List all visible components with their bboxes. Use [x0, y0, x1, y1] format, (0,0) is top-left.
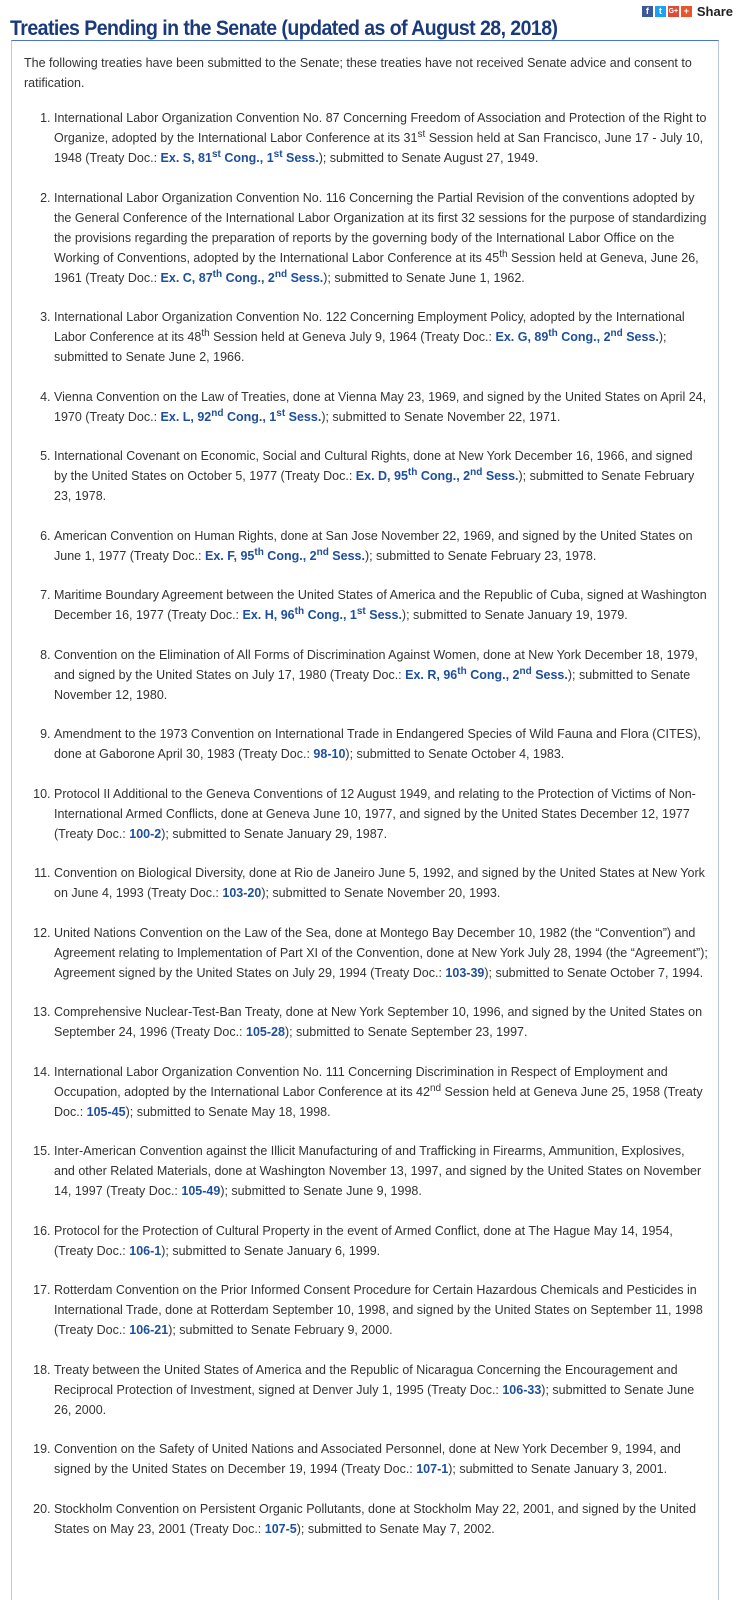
ordinal-suffix: st	[417, 128, 426, 140]
treaty-text: Protocol II Additional to the Geneva Conventions of 12 August 1949, and relating to the Protection of Victims of Non-International Armed Conflicts, done at Geneva June 10, 1977, and signed by the United States December 12, 1977 (Treaty Doc.:	[54, 786, 696, 841]
treaty-text: International Labor Organization Convention No. 122 Concerning Employment Policy, adopted by the International Labor Conference at its 48	[54, 310, 685, 344]
treaty-text: ); submitted to Senate February 23, 1978.	[54, 469, 695, 503]
treaty-item	[54, 1221, 708, 1261]
treaty-doc-link-sup[interactable]: nd	[610, 327, 623, 339]
treaty-text: Session held at Geneva, June 26, 1961 (Treaty Doc.:	[54, 250, 699, 285]
treaty-text: Protocol for the Protection of Cultural Property in the event of Armed Conflict, done at The Hague May 14, 1954, (Treaty Doc.:	[54, 1223, 673, 1258]
treaty-doc-link[interactable]: Cong., 2	[557, 330, 611, 344]
treaty-text: Convention on the Safety of United Nations and Associated Personnel, done at New York December 9, 1994, and signed by the United States on December 19, 1994 (Treaty Doc.:	[54, 1442, 681, 1476]
treaty-doc-link[interactable]: Cong., 2	[263, 548, 317, 563]
treaty-doc-link-sup[interactable]: st	[276, 407, 286, 419]
treaty-doc-link-sup[interactable]: nd	[211, 407, 224, 419]
treaty-text: ); submitted to Senate June 26, 2000.	[54, 1382, 695, 1417]
treaty-text: Vienna Convention on the Law of Treaties, done at Vienna May 23, 1969, and signed by the United States on April 24, 1970 (Treaty Doc.:	[54, 389, 707, 424]
treaty-text: ); submitted to Senate October 4, 1983.	[345, 747, 565, 761]
treaty-text: United Nations Convention on the Law of the Sea, done at Montego Bay December 10, 1982 (the “Convention”) and Agreement relating to Implementation of Part XI of the Convention, done at New York July 28, 1994 (the “Agreement”); Agreement signed by the United States on July 29, 1994 (Treaty Doc.:	[54, 925, 708, 980]
treaty-doc-link-sup[interactable]: nd	[274, 268, 288, 280]
treaty-doc-link-sup[interactable]: st	[211, 148, 221, 160]
twitter-icon[interactable]: t	[655, 6, 666, 17]
treaty-text: ); submitted to Senate February 23, 1978.	[364, 548, 597, 563]
treaty-doc-link-sup[interactable]: nd	[519, 665, 532, 677]
treaty-doc-link[interactable]: Ex. D, 95	[355, 469, 408, 483]
treaty-text: Convention on the Elimination of All Forms of Discrimination Against Women, done at New York December 18, 1979, and signed by the United States on July 17, 1980 (Treaty Doc.:	[54, 647, 698, 682]
treaty-item	[54, 1002, 708, 1042]
treaty-doc-link[interactable]: Ex. H, 96	[242, 608, 295, 622]
treaty-doc-link[interactable]: Cong., 1	[223, 409, 277, 424]
treaty-text: International Labor Organization Convention No. 116 Concerning the Partial Revision of the conventions adopted by the General Conference of the International Labor Organization at its first 32 sessions for the purpose of standardizing the provisions regarding the preparation of reports by the governing body of the International Labor Office on the Working of Conventions, adopted by the International Labor Conference at its 45	[54, 190, 707, 265]
treaty-doc-link-sup[interactable]: th	[294, 605, 305, 617]
treaty-item	[54, 923, 708, 983]
treaty-doc-link[interactable]: Ex. F, 95	[205, 548, 255, 563]
share-button[interactable]: Share	[696, 3, 733, 19]
treaty-doc-link[interactable]: Sess.	[287, 270, 324, 285]
treaty-doc-link-sup[interactable]: th	[407, 466, 418, 478]
treaty-text: ); submitted to Senate November 22, 1971.	[321, 409, 561, 424]
treaties-panel	[11, 40, 719, 1600]
treaty-doc-link[interactable]: Sess.	[285, 409, 322, 424]
treaty-list	[24, 108, 708, 1539]
treaty-text: ); submitted to Senate January 6, 1999.	[161, 1243, 381, 1258]
treaty-item	[54, 188, 708, 288]
treaty-text: Maritime Boundary Agreement between the United States of America and the Republic of Cuba, signed at Washington December 16, 1977 (Treaty Doc.:	[54, 588, 707, 622]
treaty-text: Rotterdam Convention on the Prior Informed Consent Procedure for Certain Hazardous Chemicals and Pesticides in International Trade, done at Rotterdam September 10, 1998, and signed by the United States on September 11, 1998 (Treaty Doc.:	[54, 1283, 703, 1337]
treaty-doc-link[interactable]: Sess.	[365, 608, 402, 622]
treaty-doc-link[interactable]: 107-1	[416, 1462, 449, 1476]
treaty-text: International Covenant on Economic, Social and Cultural Rights, done at New York December 16, 1966, and signed by the United States on October 5, 1977 (Treaty Doc.:	[54, 449, 693, 483]
treaty-doc-link-sup[interactable]: th	[212, 268, 223, 280]
treaty-item	[54, 307, 708, 367]
facebook-icon[interactable]: f	[642, 6, 653, 17]
treaty-doc-link[interactable]: Ex. G, 89	[495, 330, 549, 344]
treaty-text: Session held at San Francisco, June 17 - July 10, 1948 (Treaty Doc.:	[54, 131, 704, 165]
treaty-text: ); submitted to Senate May 7, 2002.	[296, 1521, 495, 1536]
treaty-text: Inter-American Convention against the Illicit Manufacturing of and Trafficking in Firearms, Ammunition, Explosives, and other Related Materials, done at Washington November 13, 1997, and signed by the United States on November 14, 1997 (Treaty Doc.:	[54, 1144, 702, 1198]
treaty-item	[54, 1499, 708, 1539]
treaty-item	[54, 526, 708, 566]
treaty-item	[54, 1280, 708, 1340]
ordinal-suffix: th	[499, 248, 508, 260]
treaty-doc-link[interactable]: Cong., 2	[417, 469, 471, 483]
treaty-doc-link[interactable]: 107-5	[264, 1521, 297, 1536]
treaty-doc-link[interactable]: 105-45	[86, 1104, 126, 1119]
treaty-text: ); submitted to Senate November 20, 1993.	[261, 886, 501, 900]
treaty-doc-link-sup[interactable]: th	[548, 327, 558, 339]
addthis-plus-icon[interactable]: +	[681, 6, 692, 17]
treaty-text: Session held at Geneva June 25, 1958 (Treaty Doc.:	[54, 1084, 703, 1119]
treaty-doc-link[interactable]: 98-10	[313, 747, 346, 761]
treaty-text: ); submitted to Senate May 18, 1998.	[125, 1104, 331, 1119]
treaty-text: Convention on Biological Diversity, done at Rio de Janeiro June 5, 1992, and signed by the United States at New York on June 4, 1993 (Treaty Doc.:	[54, 866, 705, 900]
google-plus-icon[interactable]: G+	[668, 7, 679, 15]
treaty-text: Amendment to the 1973 Convention on International Trade in Endangered Species of Wild Fauna and Flora (CITES), done at Gaborone April 30, 1983 (Treaty Doc.:	[54, 727, 701, 761]
page-title: Treaties Pending in the Senate (updated as of August 28, 2018)	[10, 17, 558, 41]
treaty-doc-link[interactable]: Sess.	[328, 548, 365, 563]
treaty-item	[54, 645, 708, 705]
treaty-doc-link-sup[interactable]: st	[356, 605, 366, 617]
treaty-doc-link[interactable]: Sess.	[482, 469, 519, 483]
treaty-text: ); submitted to Senate January 3, 2001.	[448, 1462, 668, 1476]
treaty-text: American Convention on Human Rights, done at San Jose November 22, 1969, and signed by the United States on June 1, 1977 (Treaty Doc.:	[54, 528, 693, 563]
treaty-doc-link[interactable]: Ex. L, 92	[160, 409, 212, 424]
treaty-doc-link[interactable]: 106-33	[502, 1382, 542, 1397]
treaty-doc-link[interactable]: Cong., 2	[466, 667, 520, 682]
treaty-doc-link[interactable]: 106-1	[129, 1243, 162, 1258]
treaty-text: ); submitted to Senate August 27, 1949.	[318, 151, 539, 165]
treaty-text: International Labor Organization Convention No. 111 Concerning Discrimination in Respect of Employment and Occupation, adopted by the International Labor Conference at its 42	[54, 1064, 668, 1099]
treaty-text: ); submitted to Senate November 12, 1980.	[54, 667, 691, 702]
treaty-item	[54, 784, 708, 844]
treaty-text: ); submitted to Senate June 9, 1998.	[220, 1184, 422, 1198]
treaty-item	[54, 1062, 708, 1122]
treaty-text: ); submitted to Senate September 23, 1997.	[284, 1025, 528, 1039]
treaty-text: ); submitted to Senate June 1, 1962.	[323, 270, 525, 285]
treaty-item	[54, 724, 708, 764]
treaty-text: ); submitted to Senate January 19, 1979.	[401, 608, 628, 622]
treaty-text: Session held at Geneva July 9, 1964 (Treaty Doc.:	[209, 330, 496, 344]
treaty-doc-link[interactable]: Sess.	[531, 667, 568, 682]
share-bar	[642, 3, 733, 19]
treaty-doc-link[interactable]: Sess.	[622, 330, 659, 344]
treaty-doc-link-sup[interactable]: nd	[470, 466, 483, 478]
treaty-doc-link[interactable]: 103-20	[222, 886, 262, 900]
intro-text: The following treaties have been submitted to the Senate; these treaties have not received Senate advice and consent to ratification.	[24, 56, 692, 90]
treaty-doc-link-sup[interactable]: th	[254, 546, 264, 558]
treaty-doc-link[interactable]: Cong., 1	[304, 608, 357, 622]
treaty-item	[54, 863, 708, 903]
treaty-text: Comprehensive Nuclear-Test-Ban Treaty, done at New York September 10, 1996, and signed by the United States on September 24, 1996 (Treaty Doc.:	[54, 1005, 703, 1039]
treaty-doc-link[interactable]: 106-21	[129, 1323, 169, 1337]
treaty-item	[54, 108, 708, 168]
treaty-doc-link[interactable]: Ex. S, 81	[160, 151, 212, 165]
treaty-text: ); submitted to Senate October 7, 1994.	[484, 965, 704, 980]
treaty-doc-link[interactable]: 105-49	[181, 1184, 221, 1198]
treaty-doc-link-sup[interactable]: nd	[316, 546, 329, 558]
treaty-text: Stockholm Convention on Persistent Organic Pollutants, done at Stockholm May 22, 2001, and signed by the United States on May 23, 2001 (Treaty Doc.:	[54, 1501, 697, 1536]
treaty-doc-link[interactable]: Ex. C, 87	[160, 270, 213, 285]
treaty-item	[54, 1360, 708, 1420]
ordinal-suffix: nd	[429, 1082, 442, 1094]
treaty-item	[54, 446, 708, 506]
treaty-text: ); submitted to Senate June 2, 1966.	[54, 330, 667, 364]
treaty-text: International Labor Organization Convention No. 87 Concerning Freedom of Association and Protection of the Right to Organize, adopted by the International Labor Conference at its 31	[54, 111, 707, 145]
treaty-doc-link[interactable]: Cong., 1	[220, 151, 274, 165]
treaty-doc-link-sup[interactable]: th	[457, 665, 467, 677]
treaty-doc-link-sup[interactable]: st	[273, 148, 283, 160]
treaty-text: ); submitted to Senate January 29, 1987.	[161, 826, 388, 841]
treaty-item	[54, 1439, 708, 1479]
treaty-doc-link[interactable]: 103-39	[445, 965, 485, 980]
treaty-text: Treaty between the United States of America and the Republic of Nicaragua Concerning the Encouragement and Reciprocal Protection of Investment, signed at Denver July 1, 1995 (Treaty Doc.:	[54, 1362, 678, 1397]
treaty-doc-link[interactable]: 105-28	[246, 1025, 285, 1039]
treaty-doc-link[interactable]: Sess.	[282, 151, 319, 165]
treaty-item	[54, 1141, 708, 1201]
treaty-doc-link[interactable]: Ex. R, 96	[405, 667, 458, 682]
treaty-text: ); submitted to Senate February 9, 2000.	[168, 1323, 393, 1337]
treaty-doc-link[interactable]: 100-2	[129, 826, 162, 841]
ordinal-suffix: th	[201, 327, 210, 339]
treaty-item	[54, 585, 708, 625]
treaty-item	[54, 387, 708, 427]
treaty-doc-link[interactable]: Cong., 2	[222, 270, 275, 285]
